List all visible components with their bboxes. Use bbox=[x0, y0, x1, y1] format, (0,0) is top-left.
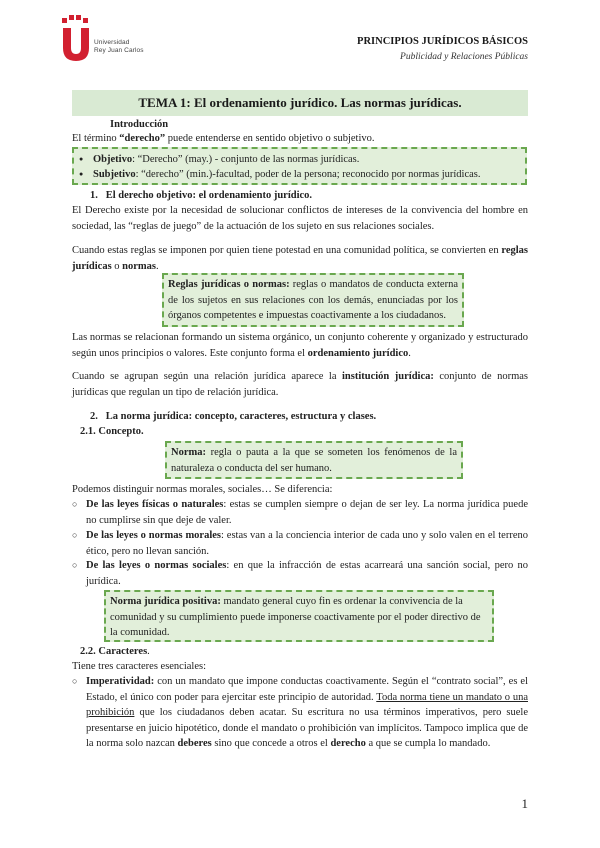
section-2-1-heading: 2.1. Concepto. bbox=[80, 426, 144, 437]
logo-mark-icon bbox=[60, 14, 92, 62]
circle-bullet-icon: ○ bbox=[72, 676, 78, 686]
definition-box-derecho bbox=[72, 147, 527, 185]
paragraph-ordenamiento: Las normas se relacionan formando un sistema orgánico, un conjunto coherente y organizado y estructurado según unos principios o valores. Este conjunto forma el ordenamiento jurídico. bbox=[72, 332, 528, 359]
list-item: ○ De las leyes o normas sociales: en que la infracción de estas acarreará una sanción social, pero no jurídica. bbox=[72, 560, 529, 587]
list-item: ○ De las leyes físicas o naturales: estas se cumplen siempre o dejan de ser ley. La norma jurídica puede no cumplirse sin que deje de valer. bbox=[72, 499, 528, 526]
section-2-heading: 2. La norma jurídica: concepto, caracteres, estructura y clases. bbox=[90, 411, 377, 422]
circle-bullet-icon: ○ bbox=[72, 560, 78, 570]
list-item: ○ Imperatividad: con un mandato que impone conductas coactivamente. Según el “contrato social”, es el Estado, el único con poder para ejercitar este principio de autoridad. Toda norma tiene un mandato o una prohibición que los ciudadanos deben acatar. Su escritura no usa términos imperativos, pero suele presentarse en juicio hipotético, donde el mandato o prohibición van implícitos. Tampoco implica que de la norma solo nazcan deberes sino que concede a otros el derecho a que se cumpla lo mandado. bbox=[72, 676, 528, 749]
page-number: 1 bbox=[521, 796, 528, 811]
intro-paragraph: El término “derecho” puede entenderse en sentido objetivo o subjetivo. bbox=[72, 133, 375, 144]
intro-heading: Introducción bbox=[110, 119, 169, 130]
course-title: PRINCIPIOS JURÍDICOS BÁSICOS bbox=[357, 36, 528, 47]
paragraph-derecho: El Derecho existe por la necesidad de solucionar conflictos de intereses de la convivencia del hombre en sociedad, las “reglas de juego” de la actuación de los sujeto en sus relaciones sociales. bbox=[72, 205, 528, 232]
circle-bullet-icon: ○ bbox=[72, 530, 78, 540]
definition-box-reglas: Reglas jurídicas o normas: reglas o mandatos de conducta externa de los sujetos en sus relaciones con los demás, enunciadas por los órganos competentes e impuestas coactivamente a los ciudadanos. bbox=[162, 273, 464, 327]
paragraph-reglas: Cuando estas reglas se imponen por quien tiene potestad en una comunidad política, se convierten en reglas jurídicas o normas. bbox=[72, 245, 528, 272]
university-logo bbox=[60, 14, 165, 64]
paragraph-distinguir: Podemos distinguir normas morales, sociales… Se diferencia: bbox=[72, 484, 333, 495]
list-item: ● Subjetivo: “derecho” (min.)-facultad, poder de la persona; reconocido por normas jurídicas. bbox=[79, 167, 524, 183]
list-item: ○ De las leyes o normas morales: estas van a la conciencia interior de cada uno y solo valen en el terreno ético, pero no llevan sanción. bbox=[72, 530, 528, 557]
definition-box-norma-positiva: Norma jurídica positiva: mandato general cuyo fin es ordenar la convivencia de la comunidad y su cumplimiento puede imponerse coactivamente por el poder directivo de la comunidad. bbox=[104, 590, 494, 642]
definition-box-norma: Norma: regla o pauta a la que se someten los fenómenos de la naturaleza o conducta del ser humano. bbox=[165, 441, 463, 479]
section-2-2-heading: 2.2. Caracteres. bbox=[80, 646, 150, 657]
section-1-heading: 1. El derecho objetivo: el ordenamiento jurídico. bbox=[90, 190, 313, 201]
bullet-icon: ● bbox=[79, 155, 84, 163]
circle-bullet-icon: ○ bbox=[72, 499, 78, 509]
university-name: Universidad Rey Juan Carlos bbox=[94, 39, 144, 54]
list-item: ● Objetivo: “Derecho” (may.) - conjunto de las normas jurídicas. bbox=[79, 152, 519, 168]
bullet-icon: ● bbox=[79, 170, 84, 178]
paragraph-caracteres: Tiene tres caracteres esenciales: bbox=[72, 661, 207, 672]
document-title: TEMA 1: El ordenamiento jurídico. Las normas jurídicas. bbox=[72, 90, 528, 116]
course-subtitle: Publicidad y Relaciones Públicas bbox=[400, 52, 528, 62]
paragraph-institucion: Cuando se agrupan según una relación jurídica aparece la institución jurídica: conjunto de normas jurídicas que regulan un tipo de relación jurídica. bbox=[72, 371, 528, 398]
